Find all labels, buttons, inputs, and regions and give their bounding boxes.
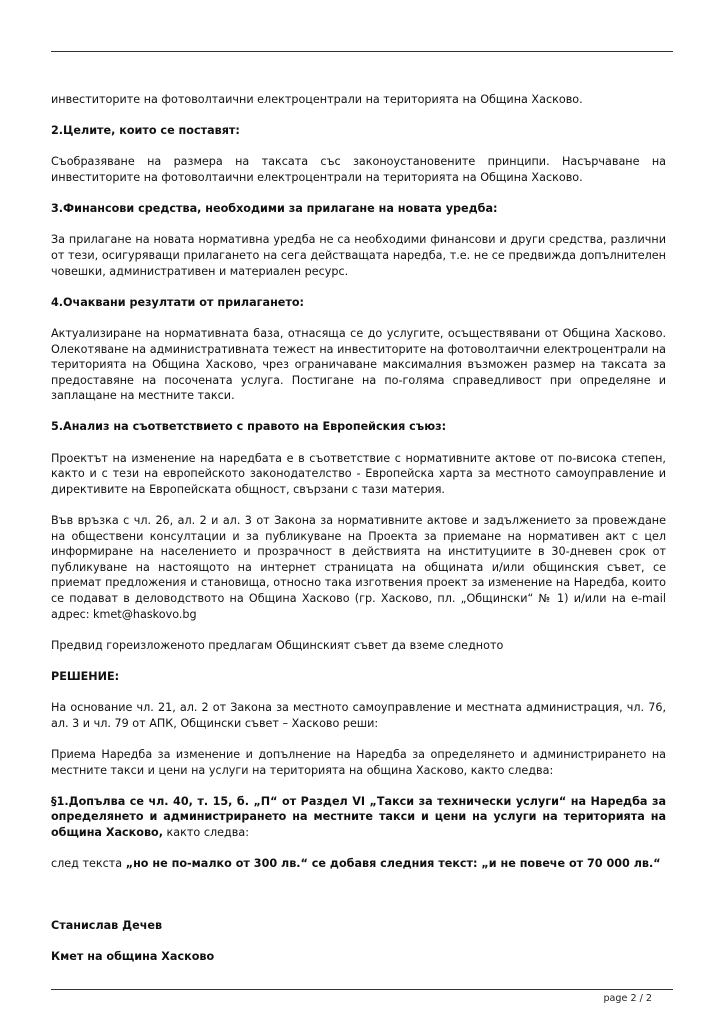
heading-results: 4.Очаквани резултати от прилагането: — [51, 295, 305, 309]
header-rule — [51, 51, 673, 52]
page-number: page 2 / 2 — [603, 993, 652, 1004]
signer-title: Кмет на община Хасково — [51, 950, 215, 964]
heading-finance: 3.Финансови средства, необходими за прилагане на новата уредба: — [51, 202, 498, 216]
paragraph-eu-analysis: Проектът на изменение на наредбата е в съответствие с нормативните актове от по-висока степен, както и с тези на европейското законодателство - Европейска харта за местното самоуправление и директивите на Европейската общност, свързани с тази материя. — [51, 451, 666, 496]
paragraph-consultation: Във връзка с чл. 26, ал. 2 и ал. 3 от Закона за нормативните актове и задължението за провеждане на обществени консултации и за публикуване на Проекта за приемане на нормативен акт с цел информиране на населението и прозрачност в действията на институциите в 30-дневен срок от публикуване на настоящото на интернет страницата на общината и/или общинския съвет, се приемат предложения и становища, относно така изготвения проект за изменение на Наредба, които се подават в деловодството на Община Хасково (гр. Хасково, пл. „Общински“ № 1) и/или на e-mail адрес: kmet@haskovo.bg — [51, 514, 666, 621]
document-body — [51, 92, 666, 981]
paragraph-results: Актуализиране на нормативната база, отнасяща се до услугите, осъществявани от Община Хасково. Олекотяване на административната тежест на инвеститорите на фотоволтаични електроцентрали на територията на Община Хасково, чрез ограничаване максималния възможен размер на таксата за предоставяне на посочената услуга. Постигане на по-голяма справедливост при определяне и заплащане на местните такси. — [51, 326, 666, 403]
added-text-bold: „но не по-малко от 300 лв.“ се добавя следния текст: „и не повече от 70 000 лв.“ — [125, 857, 661, 871]
paragraph-added-text — [51, 856, 666, 872]
amendment-bold-text: §1.Допълва се чл. 40, т. 15, б. „П“ от Раздел VI „Такси за технически услуги“ на Наредба за определянето и администрирането на местните такси и цени на услуги на територията на община Хасково, — [51, 794, 666, 839]
paragraph-legal-basis: На основание чл. 21, ал. 2 от Закона за местното самоуправление и местната администрация, чл. 76, ал. 3 и чл. 79 от АПК, Общински съвет – Хасково реши: — [51, 701, 666, 730]
paragraph-amendment — [51, 794, 666, 841]
heading-eu-analysis: 5.Анализ на съответствието с правото на Европейския съюз: — [51, 420, 447, 434]
amendment-rest-text: както следва: — [162, 825, 249, 839]
paragraph-adoption: Приема Наредба за изменение и допълнение на Наредба за определянето и администрирането на местните такси и цени на услуги на територията на община Хасково, както следва: — [51, 747, 666, 777]
paragraph-goals: Съобразяване на размера на таксата със законоустановените принципи. Насърчаване на инвеститорите на фотоволтаични електроцентрали на територията на Община Хасково. — [51, 155, 666, 184]
paragraph-finance: За прилагане на новата нормативна уредба не са необходими финансови и други средства, различни от тези, осигуряващи прилагането на сега действащата наредба, т.е. не се предвижда допълнителен човешки, административен и материален ресурс. — [51, 233, 666, 278]
footer-rule — [51, 989, 673, 990]
added-text-intro: след текста — [51, 857, 126, 871]
intro-continuation: инвеститорите на фотоволтаични електроцентрали на територията на Община Хасково. — [51, 93, 583, 106]
signer-name: Станислав Дечев — [51, 919, 163, 933]
heading-decision: РЕШЕНИЕ: — [51, 669, 120, 683]
heading-goals: 2.Целите, които се поставят: — [51, 124, 240, 138]
paragraph-proposal: Предвид гореизложеното предлагам Общинският съвет да вземе следното — [51, 638, 504, 652]
